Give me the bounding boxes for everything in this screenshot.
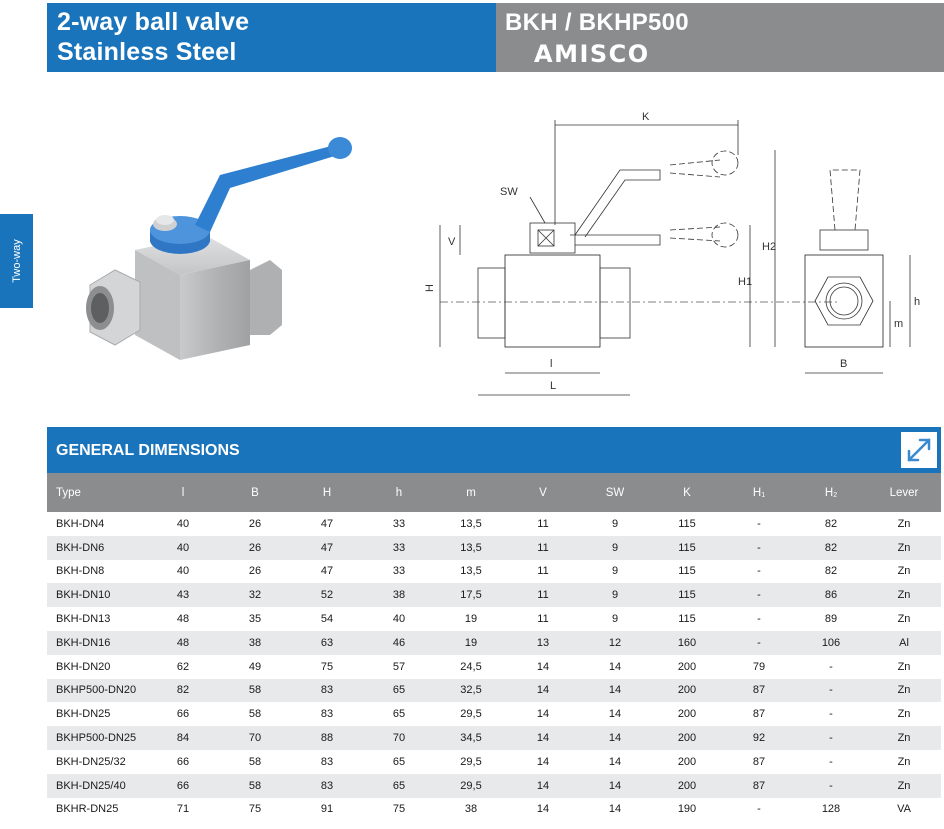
value-cell: Al <box>867 631 941 655</box>
value-cell: 29,5 <box>435 750 507 774</box>
column-header-label: l <box>181 486 185 499</box>
section-header <box>47 427 941 473</box>
value-cell: 54 <box>291 607 363 631</box>
value-cell: Zn <box>867 750 941 774</box>
value-cell: 87 <box>723 679 795 703</box>
value-cell: 14 <box>579 798 651 822</box>
column-header <box>579 473 651 512</box>
value-cell: 14 <box>507 655 579 679</box>
dim-k-label: K <box>642 111 650 123</box>
value-cell: 82 <box>147 679 219 703</box>
value-cell: - <box>723 607 795 631</box>
value-cell: 66 <box>147 774 219 798</box>
value-cell: 128 <box>795 798 867 822</box>
dim-h2-label: H2 <box>762 241 777 253</box>
value-cell: 71 <box>147 798 219 822</box>
type-cell: BKH-DN13 <box>47 607 147 631</box>
column-header <box>507 473 579 512</box>
value-cell: 49 <box>219 655 291 679</box>
value-cell: 14 <box>579 702 651 726</box>
value-cell: 75 <box>363 798 435 822</box>
value-cell: 82 <box>795 560 867 584</box>
value-cell: 11 <box>507 536 579 560</box>
value-cell: 29,5 <box>435 774 507 798</box>
value-cell: 58 <box>219 702 291 726</box>
value-cell: 26 <box>219 536 291 560</box>
value-cell: 200 <box>651 774 723 798</box>
value-cell: 70 <box>219 726 291 750</box>
side-tab[interactable] <box>0 214 33 308</box>
column-header <box>795 473 867 512</box>
value-cell: 115 <box>651 560 723 584</box>
value-cell: 79 <box>723 655 795 679</box>
column-header-label: H <box>322 486 332 499</box>
brand-logo: AMISCO <box>534 40 650 68</box>
value-cell: 24,5 <box>435 655 507 679</box>
table-row <box>47 774 941 798</box>
value-cell: 115 <box>651 607 723 631</box>
column-header-label: H <box>752 486 762 499</box>
type-cell: BKH-DN25/40 <box>47 774 147 798</box>
value-cell: 83 <box>291 679 363 703</box>
value-cell: 48 <box>147 631 219 655</box>
value-cell: 106 <box>795 631 867 655</box>
expand-button[interactable] <box>901 432 937 468</box>
value-cell: 9 <box>579 583 651 607</box>
value-cell: 29,5 <box>435 702 507 726</box>
value-cell: 200 <box>651 726 723 750</box>
table-row <box>47 536 941 560</box>
value-cell: 70 <box>363 726 435 750</box>
value-cell: 62 <box>147 655 219 679</box>
dim-hh-label: h <box>914 296 921 308</box>
value-cell: 83 <box>291 774 363 798</box>
column-header <box>723 473 795 512</box>
value-cell: - <box>795 702 867 726</box>
column-header-label: m <box>466 486 476 499</box>
value-cell: 34,5 <box>435 726 507 750</box>
value-cell: 66 <box>147 750 219 774</box>
value-cell: - <box>723 631 795 655</box>
column-header <box>291 473 363 512</box>
value-cell: 17,5 <box>435 583 507 607</box>
dim-b-label: B <box>840 358 848 370</box>
value-cell: 200 <box>651 679 723 703</box>
value-cell: 65 <box>363 702 435 726</box>
value-cell: 14 <box>507 798 579 822</box>
value-cell: 11 <box>507 583 579 607</box>
type-cell: BKH-DN6 <box>47 536 147 560</box>
type-cell: BKHR-DN25 <box>47 798 147 822</box>
value-cell: 82 <box>795 512 867 536</box>
column-header <box>147 473 219 512</box>
value-cell: 89 <box>795 607 867 631</box>
value-cell: 32,5 <box>435 679 507 703</box>
value-cell: 14 <box>507 750 579 774</box>
value-cell: 87 <box>723 774 795 798</box>
valve-photo <box>70 120 370 370</box>
value-cell: 66 <box>147 702 219 726</box>
value-cell: Zn <box>867 726 941 750</box>
value-cell: 14 <box>579 750 651 774</box>
value-cell: 47 <box>291 560 363 584</box>
model-banner <box>496 3 944 72</box>
value-cell: 92 <box>723 726 795 750</box>
type-cell: BKH-DN10 <box>47 583 147 607</box>
value-cell: 13,5 <box>435 512 507 536</box>
value-cell: 35 <box>219 607 291 631</box>
value-cell: 38 <box>219 631 291 655</box>
column-header-label: B <box>251 486 259 499</box>
dimensions-table <box>47 473 941 821</box>
title-banner <box>47 3 496 72</box>
value-cell: 115 <box>651 512 723 536</box>
value-cell: 58 <box>219 679 291 703</box>
column-header <box>219 473 291 512</box>
table-row <box>47 750 941 774</box>
value-cell: 190 <box>651 798 723 822</box>
value-cell: 84 <box>147 726 219 750</box>
table-row <box>47 798 941 822</box>
value-cell: 38 <box>363 583 435 607</box>
title-line1: 2-way ball valve <box>57 8 250 36</box>
column-header-label: SW <box>605 486 625 499</box>
value-cell: 58 <box>219 774 291 798</box>
column-header-label: h <box>395 486 403 499</box>
value-cell: 13,5 <box>435 536 507 560</box>
value-cell: 14 <box>579 679 651 703</box>
column-header-label: Type <box>56 486 81 499</box>
value-cell: 52 <box>291 583 363 607</box>
value-cell: 14 <box>507 679 579 703</box>
dim-h-label: H <box>424 284 436 292</box>
value-cell: - <box>795 679 867 703</box>
value-cell: 14 <box>507 702 579 726</box>
value-cell: 19 <box>435 631 507 655</box>
value-cell: 65 <box>363 774 435 798</box>
value-cell: - <box>723 512 795 536</box>
value-cell: Zn <box>867 583 941 607</box>
value-cell: 19 <box>435 607 507 631</box>
value-cell: 11 <box>507 560 579 584</box>
value-cell: 83 <box>291 750 363 774</box>
value-cell: 46 <box>363 631 435 655</box>
type-cell: BKHP500-DN25 <box>47 726 147 750</box>
value-cell: 40 <box>147 512 219 536</box>
value-cell: 115 <box>651 583 723 607</box>
value-cell: 82 <box>795 536 867 560</box>
value-cell: 14 <box>579 726 651 750</box>
dim-h1-label: H1 <box>738 276 753 288</box>
value-cell: 14 <box>507 774 579 798</box>
value-cell: 87 <box>723 702 795 726</box>
value-cell: - <box>723 560 795 584</box>
column-header <box>435 473 507 512</box>
dim-v-label: V <box>448 236 456 248</box>
column-header <box>363 473 435 512</box>
column-header <box>47 473 147 512</box>
type-cell: BKH-DN25 <box>47 702 147 726</box>
table-row <box>47 607 941 631</box>
value-cell: 47 <box>291 536 363 560</box>
value-cell: Zn <box>867 655 941 679</box>
value-cell: 13 <box>507 631 579 655</box>
value-cell: Zn <box>867 560 941 584</box>
value-cell: 75 <box>219 798 291 822</box>
dim-sw-label: SW <box>500 186 518 198</box>
value-cell: 40 <box>363 607 435 631</box>
table-row <box>47 702 941 726</box>
side-tab-label: Two-way <box>10 239 23 283</box>
value-cell: 48 <box>147 607 219 631</box>
value-cell: 26 <box>219 512 291 536</box>
dim-l-label: l <box>550 358 553 370</box>
table-row <box>47 583 941 607</box>
type-cell: BKHP500-DN20 <box>47 679 147 703</box>
value-cell: - <box>723 536 795 560</box>
value-cell: 9 <box>579 536 651 560</box>
table-row <box>47 560 941 584</box>
value-cell: 13,5 <box>435 560 507 584</box>
value-cell: - <box>723 583 795 607</box>
value-cell: 38 <box>435 798 507 822</box>
column-header-label: K <box>683 486 691 499</box>
column-header <box>651 473 723 512</box>
value-cell: 47 <box>291 512 363 536</box>
value-cell: 43 <box>147 583 219 607</box>
column-header-label: H <box>824 486 834 499</box>
dim-L-label: L <box>550 380 557 392</box>
type-cell: BKH-DN4 <box>47 512 147 536</box>
value-cell: 58 <box>219 750 291 774</box>
value-cell: 33 <box>363 560 435 584</box>
model-name: BKH / BKHP500 <box>505 9 689 36</box>
value-cell: 14 <box>579 655 651 679</box>
column-header-subscript: 2 <box>833 491 838 499</box>
table-row <box>47 512 941 536</box>
value-cell: - <box>795 726 867 750</box>
value-cell: 33 <box>363 536 435 560</box>
dim-m-label: m <box>894 318 904 330</box>
value-cell: Zn <box>867 774 941 798</box>
value-cell: - <box>795 750 867 774</box>
value-cell: Zn <box>867 512 941 536</box>
value-cell: 87 <box>723 750 795 774</box>
table-row <box>47 631 941 655</box>
value-cell: 65 <box>363 679 435 703</box>
type-cell: BKH-DN20 <box>47 655 147 679</box>
table-header-row <box>47 473 941 512</box>
value-cell: 11 <box>507 512 579 536</box>
type-cell: BKH-DN8 <box>47 560 147 584</box>
value-cell: - <box>723 798 795 822</box>
value-cell: 200 <box>651 750 723 774</box>
value-cell: 12 <box>579 631 651 655</box>
value-cell: 14 <box>507 726 579 750</box>
value-cell: 32 <box>219 583 291 607</box>
value-cell: Zn <box>867 679 941 703</box>
column-header-label: Lever <box>889 486 919 499</box>
value-cell: 26 <box>219 560 291 584</box>
type-cell: BKH-DN25/32 <box>47 750 147 774</box>
type-cell: BKH-DN16 <box>47 631 147 655</box>
value-cell: 65 <box>363 750 435 774</box>
value-cell: VA <box>867 798 941 822</box>
value-cell: Zn <box>867 607 941 631</box>
table-row <box>47 655 941 679</box>
value-cell: 75 <box>291 655 363 679</box>
value-cell: 88 <box>291 726 363 750</box>
value-cell: 14 <box>579 774 651 798</box>
value-cell: 11 <box>507 607 579 631</box>
column-header <box>867 473 941 512</box>
value-cell: 115 <box>651 536 723 560</box>
value-cell: 9 <box>579 512 651 536</box>
value-cell: - <box>795 655 867 679</box>
title-line2: Stainless Steel <box>57 38 237 66</box>
column-header-label: V <box>539 486 547 499</box>
value-cell: 200 <box>651 655 723 679</box>
value-cell: 63 <box>291 631 363 655</box>
value-cell: Zn <box>867 536 941 560</box>
table-row <box>47 726 941 750</box>
value-cell: 86 <box>795 583 867 607</box>
column-header-subscript: 1 <box>761 491 766 499</box>
value-cell: 40 <box>147 560 219 584</box>
technical-drawing <box>420 105 940 405</box>
value-cell: 9 <box>579 607 651 631</box>
table-row <box>47 679 941 703</box>
value-cell: 91 <box>291 798 363 822</box>
value-cell: Zn <box>867 702 941 726</box>
value-cell: 160 <box>651 631 723 655</box>
value-cell: 40 <box>147 536 219 560</box>
section-title: GENERAL DIMENSIONS <box>56 442 240 459</box>
value-cell: 83 <box>291 702 363 726</box>
value-cell: 33 <box>363 512 435 536</box>
value-cell: 9 <box>579 560 651 584</box>
expand-icon <box>901 432 937 468</box>
value-cell: 57 <box>363 655 435 679</box>
value-cell: - <box>795 774 867 798</box>
value-cell: 200 <box>651 702 723 726</box>
